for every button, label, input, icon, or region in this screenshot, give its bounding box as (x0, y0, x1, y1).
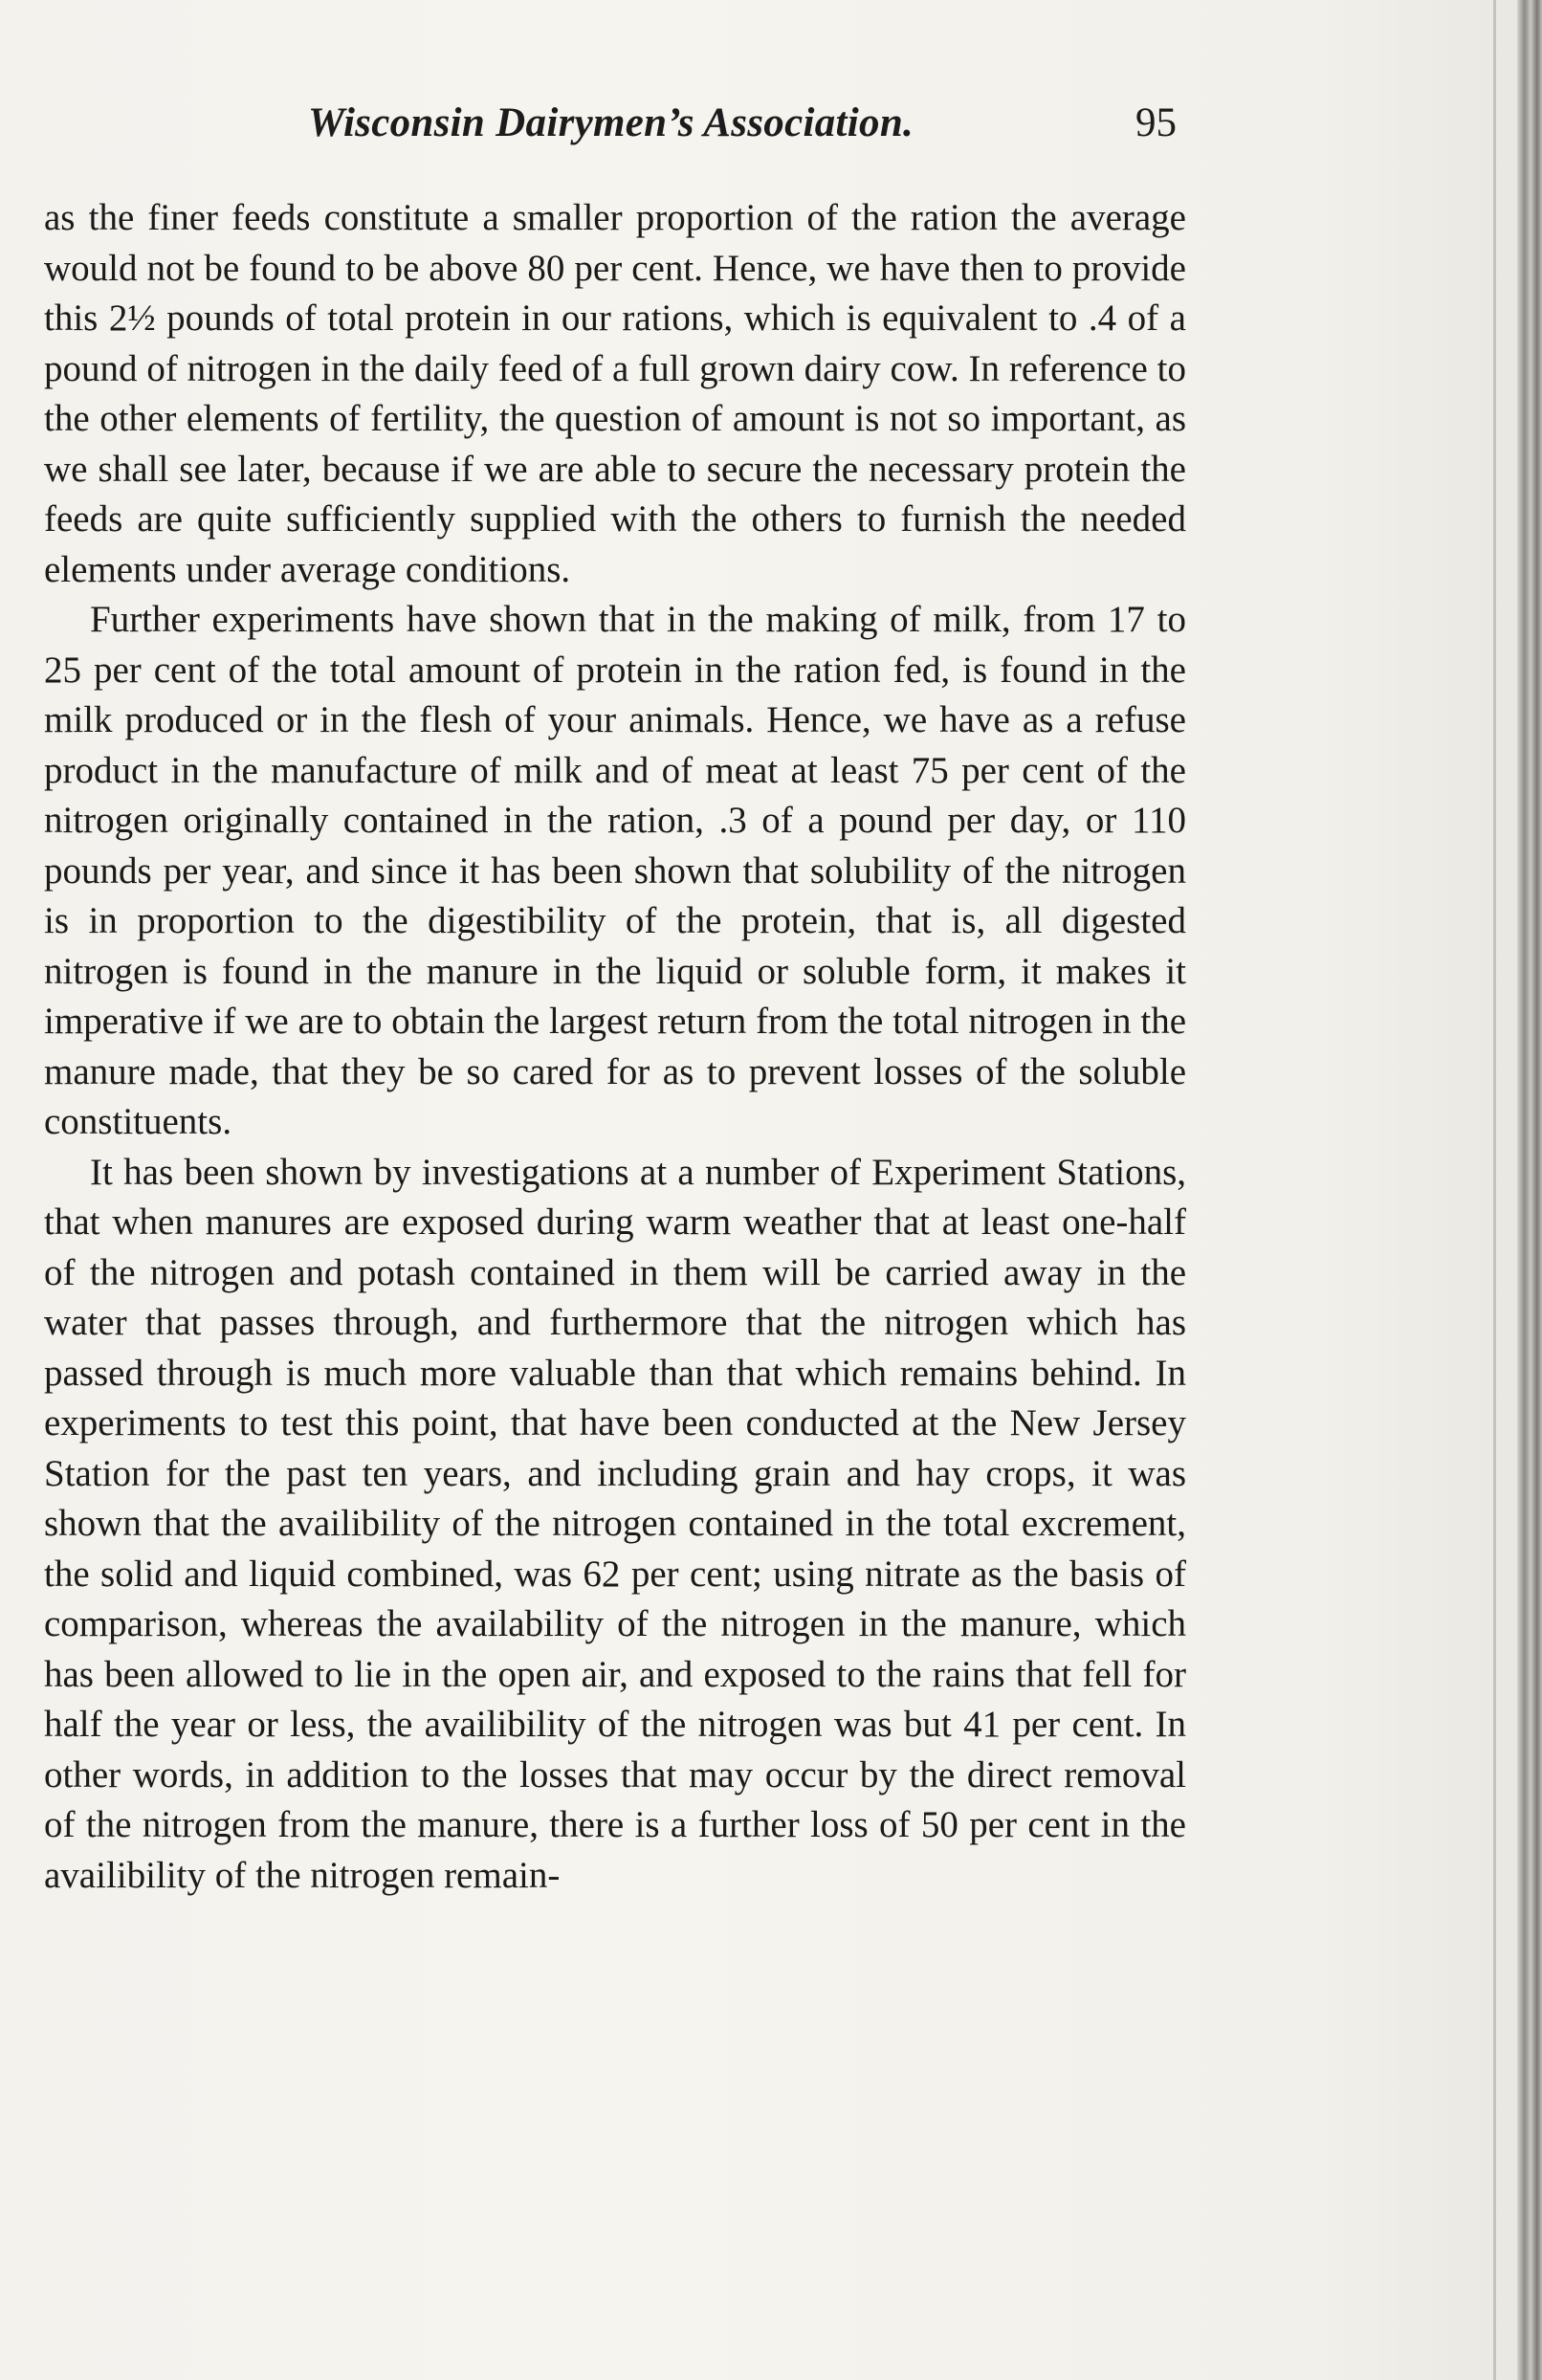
body-text (44, 193, 1186, 1901)
paragraph-2: Further experiments have shown that in the making of milk, from 17 to 25 per cent of the total amount of protein in the ration fed, is found in the milk produced or in the flesh of your animals. Hence, we have as a refuse product in the manufacture of milk and of meat at least 75 per cent of the nitrogen originally contained in the ration, .3 of a pound per day, or 110 pounds per year, and since it has been shown that solubility of the nitrogen is in proportion to the digestibility of the protein, that is, all digested nitrogen is found in the manure in the liquid or soluble form, it makes it imperative if we are to obtain the largest return from the total nitrogen in the manure made, that they be so cared for as to prevent losses of the soluble constituents. (44, 599, 1186, 1142)
running-title: Wisconsin Dairymen’s Association. (308, 100, 914, 145)
paragraph-1: as the finer feeds constitute a smaller proportion of the ration the average would not be found to be above 80 per cent. Hence, we have then to provide this 2½ pounds of total protein in our rations, which is equivalent to .4 of a pound of nitrogen in the daily feed of a full grown dairy cow. In reference to the other elements of fertility, the question of amount is not so important, as we shall see later, because if we are able to secure the necessary protein the feeds are quite sufficiently supplied with the others to furnish the needed elements under average conditions. (44, 197, 1186, 590)
running-head (96, 99, 1177, 161)
book-gutter-edge (1517, 0, 1542, 2380)
paragraph-3: It has been shown by investigations at a number of Experiment Stations, that when manures are exposed during warm weather that at least one-half of the nitrogen and potash contained in them will be carried away in the water that passes through, and furthermore that the nitrogen which has passed through is much more valuable than that which remains behind. In experiments to test this point, that have been conducted at the New Jersey Station for the past ten years, and including grain and hay crops, it was shown that the availibility of the nitrogen contained in the total excrement, the solid and liquid combined, was 62 per cent; using nitrate as the basis of comparison, whereas the availability of the nitrogen in the manure, which has been allowed to lie in the open air, and exposed to the rains that fell for half the year or less, the availibility of the nitrogen was but 41 per cent. In other words, in addition to the losses that may occur by the direct removal of the nitrogen from the manure, there is a further loss of 50 per cent in the availibility of the nitrogen remain- (44, 1151, 1186, 1896)
binding-edge-line (1493, 0, 1496, 2380)
page-number: 95 (1135, 100, 1177, 145)
